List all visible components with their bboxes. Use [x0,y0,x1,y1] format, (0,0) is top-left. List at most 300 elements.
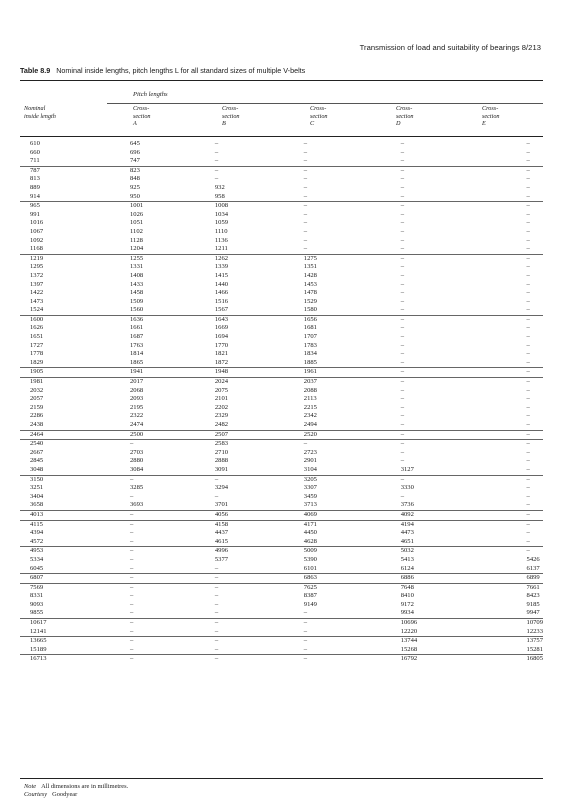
nominal-length-cell: 1092 [30,236,44,244]
pitch-length-cell: 6124 [400,564,414,572]
pitch-length-cell: – [129,492,134,500]
nominal-length-cell: 2286 [30,412,44,420]
nominal-length-cell: 2667 [30,448,44,456]
pitch-length-cell: 925 [129,183,140,191]
pitch-length-cell: – [526,529,530,537]
nominal-length-cell: 2159 [30,403,44,411]
pitch-length-cell: – [400,280,404,288]
table-row [20,378,543,387]
pitch-length-cell: – [400,333,404,341]
pitch-length-cell: 1453 [303,280,317,288]
pitch-length-cell: – [526,333,530,341]
pitch-length-cell: – [526,219,530,227]
pitch-length-cell: 1001 [105,202,207,211]
pitch-length-cell: – [400,219,404,227]
nominal-length-cell: 1626 [30,324,44,332]
nominal-length-cell: 12141 [30,627,47,635]
header-line: section [396,112,414,120]
pitch-length-cell: 1415 [214,271,229,279]
pitch-length-cell: – [526,245,530,253]
pitch-length-cell: – [214,148,219,156]
table-row [20,556,543,565]
header-cross-section-d [396,105,414,128]
pitch-length-cell: 3713 [303,501,317,509]
nominal-length-cell: 4394 [30,529,44,537]
pitch-length-cell: 7648 [381,583,477,592]
header-rule [20,136,543,137]
pitch-length-cell: 2342 [303,412,317,420]
pitch-length-cell: – [292,619,381,628]
pitch-length-cell: 1428 [303,271,317,279]
table-row [20,583,543,592]
pitch-length-cell: – [129,537,134,545]
nominal-length-cell: 711 [30,157,40,165]
header-line: Cross- [222,105,239,112]
pitch-length-cell: 13757 [477,637,543,646]
pitch-length-cell: 1694 [214,333,229,341]
pitch-length-cell: 3091 [214,465,229,473]
pitch-length-cell: – [105,583,207,592]
pitch-length-cell: 2093 [129,395,144,403]
pitch-length-cell: – [526,412,530,420]
table-row [20,166,543,175]
pitch-length-cell: – [303,175,308,183]
table-row [20,601,543,610]
pitch-length-cell: 2101 [214,395,229,403]
header-cross-section-e [482,105,500,128]
pitch-length-cell: – [526,350,530,358]
pitch-length-cell: 1763 [129,341,144,349]
pitch-length-cell: – [214,140,219,147]
pitch-length-cell: 1669 [214,324,229,332]
nominal-length-cell: 7569 [20,583,105,592]
table-row [20,449,543,458]
pitch-length-cell: – [526,484,530,492]
table-row [20,237,543,246]
nominal-length-cell: 1829 [30,358,44,366]
pitch-length-cell: 958 [214,192,225,200]
pitch-length-cell: 1636 [105,315,207,324]
pitch-length-cell: – [129,600,134,608]
pitch-length-cell: 1255 [105,254,207,263]
pitch-length-cell: 932 [214,183,225,191]
pitch-length-cell: – [303,236,308,244]
pitch-length-cell: 2723 [303,448,317,456]
pitch-length-cell: – [400,492,404,500]
nominal-length-cell: 610 [30,140,40,147]
nominal-length-cell: 9855 [30,609,44,617]
table-row [20,440,543,449]
pitch-length-cell: 3701 [214,501,229,509]
pitch-length-cell: – [526,421,530,428]
pitch-length-cell: 5009 [292,547,381,556]
pitch-length-cell: – [526,148,530,156]
pitch-lengths-rule [107,103,543,104]
header-line: Cross- [482,105,499,112]
nominal-length-cell: 991 [30,210,40,218]
table-row [20,501,543,510]
pitch-length-cell: – [303,148,308,156]
pitch-length-cell: 5377 [214,555,229,563]
pitch-length-cell: 2494 [303,421,317,428]
pitch-length-cell: 1681 [303,324,317,332]
pitch-length-cell: 1783 [303,341,317,349]
nominal-length-cell: 1422 [30,289,44,297]
pitch-length-cell: – [292,202,381,211]
header-cross-section-b [222,105,240,128]
pitch-length-cell: 1707 [303,333,317,341]
table-row [20,149,543,158]
pitch-length-cell: – [129,627,134,635]
pitch-length-cell: 4069 [292,510,381,520]
courtesy-text: Goodyear [52,791,78,798]
pitch-length-cell: – [207,619,292,628]
pitch-length-cell: – [381,202,477,211]
pitch-length-cell: 1941 [105,368,207,378]
pitch-length-cell: – [381,368,477,378]
note-label: Note [24,783,37,790]
header-line: Cross- [396,105,413,112]
table-caption [20,66,305,75]
pitch-length-cell: – [526,140,530,147]
pitch-lengths-heading: Pitch lengths [133,91,168,98]
pitch-length-cell: – [105,619,207,628]
table-number: Table 8.9 [20,66,51,75]
pitch-length-cell: 696 [129,148,140,156]
pitch-length-cell: 1478 [303,289,317,297]
pitch-length-cell: – [526,395,530,403]
pitch-length-cell: – [477,368,543,378]
pitch-length-cell: 2017 [105,378,207,387]
pitch-length-cell: 1948 [207,368,292,378]
pitch-length-cell: – [526,271,530,279]
pitch-length-cell: – [214,645,219,653]
header-section-letter: D [396,120,401,128]
courtesy-line [24,791,128,799]
pitch-length-cell: 1351 [303,263,317,271]
nominal-length-cell: 889 [30,183,40,191]
pitch-length-cell: 1885 [303,358,317,366]
pitch-length-cell: 5032 [381,547,477,556]
pitch-length-cell: – [129,609,134,617]
pitch-length-cell: 2329 [214,412,229,420]
pitch-length-cell: 10696 [381,619,477,628]
nominal-length-cell: 4115 [20,520,105,529]
pitch-length-cell: – [526,386,530,394]
pitch-length-cell: 3307 [303,484,317,492]
table-row [20,350,543,359]
nominal-length-cell: 1778 [30,350,44,358]
pitch-length-cell: – [105,574,207,584]
header-section-letter: B [222,120,226,128]
table-row [20,228,543,237]
pitch-length-cell: 4056 [207,510,292,520]
pitch-length-cell: – [400,263,404,271]
pitch-length-cell: – [526,175,530,183]
nominal-length-cell: 1473 [30,297,44,305]
header-line: Nominal [24,105,46,112]
pitch-length-cell: – [303,227,308,235]
pitch-length-cell: 7661 [477,583,543,592]
pitch-length-cell: – [400,245,404,253]
pitch-length-cell: – [400,448,404,456]
pitch-length-cell: – [526,537,530,545]
pitch-length-cell: – [400,271,404,279]
table-row [20,628,543,637]
nominal-length-cell: 2057 [30,395,44,403]
pitch-length-cell: 2075 [214,386,229,394]
pitch-length-cell: – [526,457,530,465]
pitch-length-cell: – [400,324,404,332]
pitch-length-cell: – [214,609,219,617]
nominal-length-cell: 6807 [20,574,105,584]
pitch-length-cell: – [381,475,477,484]
pitch-length-cell: 2088 [303,386,317,394]
table-row [20,646,543,655]
nominal-length-cell: 2464 [20,430,105,440]
nominal-length-cell: 1524 [30,306,44,314]
pitch-length-cell: – [303,210,308,218]
pitch-length-cell: – [400,358,404,366]
pitch-length-cell: 1262 [207,254,292,263]
pitch-length-cell: – [214,492,219,500]
pitch-length-cell: – [303,627,308,635]
courtesy-label: Courtesy [24,791,48,798]
pitch-length-cell: 1661 [129,324,144,332]
pitch-length-cell: 1580 [303,306,317,314]
pitch-length-cell: – [303,140,308,147]
pitch-length-cell: 12233 [526,627,543,635]
nominal-length-cell: 4013 [20,510,105,520]
pitch-length-cell: – [400,148,404,156]
table-row [20,324,543,333]
table-row [20,245,543,254]
pitch-length-cell: 1026 [129,210,144,218]
nominal-length-cell: 2845 [30,457,44,465]
pitch-length-cell: 1051 [129,219,144,227]
pitch-length-cell: – [477,202,543,211]
table-row [20,368,543,378]
pitch-length-cell: 2215 [303,403,317,411]
table-row [20,359,543,368]
pitch-length-cell: – [303,183,308,191]
pitch-length-cell: 1059 [214,219,229,227]
pitch-length-cell: 2500 [105,430,207,440]
bottom-rule [20,778,543,779]
pitch-length-cell: – [526,263,530,271]
pitch-length-cell: – [400,183,404,191]
table-row [20,475,543,484]
pitch-length-cell: – [526,324,530,332]
pitch-length-cell: – [303,192,308,200]
pitch-length-cell: – [400,457,404,465]
table-row [20,289,543,298]
nominal-length-cell: 6045 [30,564,44,572]
nominal-length-cell: 813 [30,175,40,183]
pitch-length-cell: 2024 [207,378,292,387]
pitch-length-cell: – [129,555,134,563]
pitch-length-cell: – [400,412,404,420]
pitch-length-cell: 4628 [303,537,317,545]
table-row [20,157,543,166]
pitch-length-cell: 6863 [292,574,381,584]
v-belt-lengths-table [20,140,543,664]
pitch-length-cell: 6886 [381,574,477,584]
nominal-length-cell: 1727 [30,341,44,349]
pitch-length-cell: 1814 [129,350,144,358]
pitch-length-cell: – [526,501,530,509]
table-row [20,637,543,646]
table-row [20,430,543,440]
header-nominal-inside-length [24,105,56,120]
header-line: section [222,112,240,120]
nominal-length-cell: 9093 [30,600,44,608]
top-rule [20,80,543,81]
pitch-length-cell: 8423 [526,592,540,600]
pitch-length-cell: 4615 [214,537,229,545]
pitch-length-cell: – [400,175,404,183]
pitch-length-cell: – [400,140,404,147]
pitch-length-cell: 3693 [129,501,144,509]
pitch-length-cell: – [400,350,404,358]
pitch-length-cell: 950 [129,192,140,200]
pitch-length-cell: 6101 [303,564,317,572]
table-row [20,510,543,520]
pitch-length-cell: – [477,315,543,324]
table-row [20,547,543,556]
pitch-length-cell: – [477,430,543,440]
pitch-length-cell: 1275 [292,254,381,263]
pitch-length-cell: – [105,655,207,664]
pitch-length-cell: 1339 [214,263,229,271]
table-row [20,655,543,664]
pitch-length-cell: 1008 [207,202,292,211]
pitch-length-cell: 5413 [400,555,414,563]
pitch-length-cell: 13744 [381,637,477,646]
table-row [20,619,543,628]
pitch-length-cell: 9149 [303,600,317,608]
pitch-length-cell: – [292,655,381,664]
pitch-length-cell: 848 [129,175,140,183]
pitch-length-cell: 16792 [381,655,477,664]
pitch-length-cell: 2474 [129,421,144,428]
table-row [20,202,543,211]
pitch-length-cell: 1643 [207,315,292,324]
nominal-length-cell: 10617 [20,619,105,628]
pitch-length-cell: – [303,645,308,653]
table-row [20,342,543,351]
pitch-length-cell: – [207,655,292,664]
pitch-length-cell: – [400,227,404,235]
header-line: section [482,112,500,120]
pitch-length-cell: 12220 [400,627,418,635]
pitch-length-cell: 9185 [526,600,540,608]
pitch-length-cell: – [207,475,292,484]
table-row [20,211,543,220]
pitch-length-cell: – [381,430,477,440]
pitch-length-cell: 5426 [526,555,540,563]
table-row [20,315,543,324]
nominal-length-cell: 1651 [30,333,44,341]
nominal-length-cell: 5334 [30,555,44,563]
pitch-length-cell: – [400,157,404,165]
pitch-length-cell: – [400,192,404,200]
pitch-length-cell: 1961 [292,368,381,378]
pitch-length-cell: 2068 [129,386,144,394]
pitch-length-cell: – [292,440,381,449]
pitch-length-cell: 4473 [400,529,414,537]
pitch-length-cell: 1458 [129,289,144,297]
pitch-length-cell: – [400,421,404,428]
pitch-length-cell: – [303,245,308,253]
header-line: Cross- [310,105,327,112]
pitch-length-cell: – [214,564,219,572]
pitch-length-cell: 1656 [292,315,381,324]
pitch-length-cell: 2520 [292,430,381,440]
pitch-length-cell: 645 [129,140,140,147]
pitch-length-cell: – [292,637,381,646]
header-line: Cross- [133,105,150,112]
header-section-letter: E [482,120,486,128]
pitch-length-cell: – [526,492,530,500]
pitch-length-cell: – [477,547,543,556]
table-row [20,333,543,342]
pitch-length-cell: – [207,583,292,592]
nominal-length-cell: 1067 [30,227,44,235]
nominal-length-cell: 3404 [30,492,44,500]
nominal-length-cell: 3658 [30,501,44,509]
table-row [20,529,543,538]
pitch-length-cell: – [526,358,530,366]
nominal-length-cell: 1397 [30,280,44,288]
table-title: Nominal inside lengths, pitch lengths L for all standard sizes of multiple V-belts [56,66,306,75]
nominal-length-cell: 15189 [30,645,47,653]
pitch-length-cell: 4651 [400,537,414,545]
table-row [20,466,543,475]
pitch-length-cell: – [526,280,530,288]
table-row [20,263,543,272]
pitch-length-cell: – [105,475,207,484]
pitch-length-cell: 1770 [214,341,229,349]
pitch-length-cell: 4450 [303,529,317,537]
pitch-length-cell: 2037 [292,378,381,387]
pitch-length-cell: 2322 [129,412,144,420]
table-row [20,298,543,307]
pitch-length-cell: – [526,192,530,200]
nominal-length-cell: 914 [30,192,40,200]
pitch-length-cell: 1687 [129,333,144,341]
pitch-length-cell: 1102 [129,227,143,235]
pitch-length-cell: 4092 [381,510,477,520]
nominal-length-cell: 8331 [30,592,44,600]
pitch-length-cell: 8410 [400,592,414,600]
pitch-length-cell: – [381,254,477,263]
pitch-length-cell: – [129,645,134,653]
pitch-length-cell: – [477,475,543,484]
pitch-length-cell: – [400,236,404,244]
pitch-length-cell: – [303,219,308,227]
pitch-length-cell: 1204 [129,245,144,253]
nominal-length-cell: 1905 [20,368,105,378]
pitch-length-cell: – [214,600,219,608]
table-row [20,387,543,396]
table-row [20,574,543,584]
pitch-length-cell: 2880 [129,457,144,465]
pitch-length-cell: 2583 [207,440,292,449]
pitch-length-cell: 2113 [303,395,317,403]
pitch-length-cell: – [400,395,404,403]
pitch-length-cell: – [207,637,292,646]
